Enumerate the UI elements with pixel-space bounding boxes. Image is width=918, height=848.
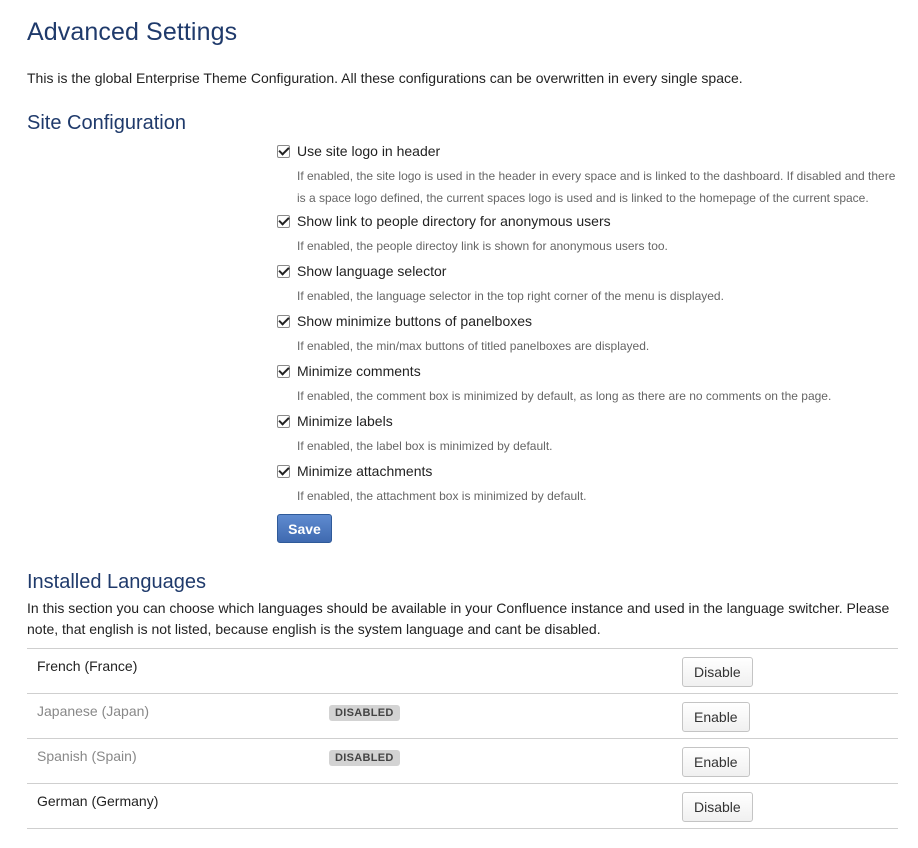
option-description: If enabled, the attachment box is minimized by default. — [297, 489, 587, 503]
option-label[interactable]: Minimize attachments — [297, 463, 433, 479]
option-minimize-attachments — [277, 461, 907, 511]
page-title: Advanced Settings — [27, 18, 238, 46]
enable-spanish-button[interactable]: Enable — [682, 747, 750, 777]
save-button[interactable]: Save — [277, 514, 332, 543]
option-label-row[interactable] — [277, 141, 907, 161]
option-label[interactable]: Show link to people directory for anonymous users — [297, 213, 611, 229]
option-description: If enabled, the label box is minimized by default. — [297, 439, 553, 453]
checkbox-minimize-comments[interactable] — [277, 365, 290, 378]
site-configuration-heading: Site Configuration — [27, 112, 186, 134]
disable-german-button[interactable]: Disable — [682, 792, 753, 822]
disable-french-button[interactable]: Disable — [682, 657, 753, 687]
language-name: Japanese (Japan) — [37, 703, 150, 719]
language-name: German (Germany) — [37, 793, 159, 809]
checkbox-use-site-logo[interactable] — [277, 145, 290, 158]
installed-languages-table — [27, 648, 898, 829]
option-label-row[interactable] — [277, 361, 907, 381]
option-label-row[interactable] — [277, 311, 907, 331]
checkbox-minimize-attachments[interactable] — [277, 465, 290, 478]
option-description: If enabled, the people directoy link is shown for anonymous users too. — [297, 239, 668, 253]
option-description: If enabled, the min/max buttons of titled panelboxes are displayed. — [297, 339, 650, 353]
language-row-spanish — [27, 739, 898, 784]
checkbox-language-selector[interactable] — [277, 265, 290, 278]
page-intro: This is the global Enterprise Theme Configuration. All these configurations can be overwritten in every single space. — [27, 70, 743, 86]
language-name: French (France) — [37, 658, 138, 674]
checkbox-minimize-labels[interactable] — [277, 415, 290, 428]
language-row-french — [27, 649, 898, 694]
option-label-row[interactable] — [277, 261, 907, 281]
option-label[interactable]: Minimize labels — [297, 413, 393, 429]
language-row-japanese — [27, 694, 898, 739]
language-row-german — [27, 784, 898, 829]
site-configuration-options — [277, 141, 907, 511]
checkbox-minimize-buttons[interactable] — [277, 315, 290, 328]
option-label-row[interactable] — [277, 211, 907, 231]
language-name: Spanish (Spain) — [37, 748, 137, 764]
option-description: If enabled, the language selector in the top right corner of the menu is displayed. — [297, 289, 724, 303]
installed-languages-intro: In this section you can choose which languages should be available in your Confluence instance and used in the language switcher. Please note, that english is not listed, because english is the system language and cant be disabled. — [27, 600, 890, 637]
option-label[interactable]: Show minimize buttons of panelboxes — [297, 313, 533, 329]
status-badge: DISABLED — [329, 750, 400, 766]
option-label[interactable]: Show language selector — [297, 263, 447, 279]
option-minimize-labels — [277, 411, 907, 461]
status-badge: DISABLED — [329, 705, 400, 721]
option-label-row[interactable] — [277, 411, 907, 431]
option-minimize-buttons — [277, 311, 907, 361]
option-description: If enabled, the site logo is used in the header in every space and is linked to the dashboard. If disabled and there is a space logo defined, the current spaces logo is used and is linked to the homepage of the current space. — [297, 169, 896, 205]
checkbox-people-directory-link[interactable] — [277, 215, 290, 228]
option-minimize-comments — [277, 361, 907, 411]
option-people-directory-link — [277, 211, 907, 261]
option-label[interactable]: Minimize comments — [297, 363, 421, 379]
option-label-row[interactable] — [277, 461, 907, 481]
option-language-selector — [277, 261, 907, 311]
installed-languages-heading: Installed Languages — [27, 571, 207, 593]
option-label[interactable]: Use site logo in header — [297, 143, 441, 159]
option-description: If enabled, the comment box is minimized by default, as long as there are no comments on the page. — [297, 389, 832, 403]
enable-japanese-button[interactable]: Enable — [682, 702, 750, 732]
option-use-site-logo — [277, 141, 907, 211]
